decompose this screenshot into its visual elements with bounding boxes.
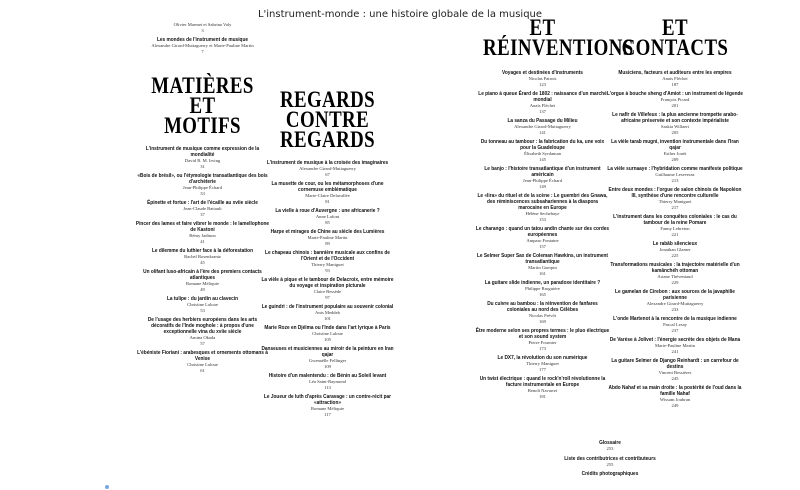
toc-entry-title: Liste des contributrices et contributeurs: [564, 455, 656, 462]
section-heading: [268, 87, 387, 152]
toc-entry-page: 213: [671, 177, 679, 183]
toc-entry: [255, 160, 400, 177]
toc-entry-page: 45: [200, 259, 205, 265]
toc-entry-author: Jean-Claude Battault: [183, 206, 222, 211]
toc-entry: [470, 91, 615, 114]
toc-entry-title: Le Selmer Super Sax de Coleman Hawkins, un instrument transatlantique: [476, 253, 609, 265]
toc-entry: [520, 471, 700, 477]
toc-entry: [255, 325, 400, 342]
toc-entry-page: 221: [671, 231, 679, 237]
toc-entry-author: Marie-Pauline Martin: [655, 343, 695, 348]
toc-entry: [255, 304, 400, 321]
toc-entry-author: Anaïs Fléchet: [529, 103, 556, 108]
toc-entry: [255, 346, 400, 369]
heading-line: RÉINVENTIONS: [483, 35, 634, 60]
toc-entry-title: Marie Roze en Djélma ou l'Inde dans l'art lyrique à Paris: [264, 325, 391, 331]
toc-entry-title: De l'usage des herbiers européens dans les arts décoratifs de l'Inde moghole : à propos d'une exceptionnelle vina du xviie siècle: [147, 317, 258, 335]
toc-entry-author: Alexandre Girard-Muttaguerry: [299, 166, 356, 171]
section-heading: [614, 15, 737, 60]
toc-entry-page: 181: [539, 393, 546, 399]
toc-entry: [470, 280, 615, 297]
toc-entry-title: La guitare Selmer de Django Reinhardt : un carrefour de destins: [611, 358, 739, 370]
intro-chapter: [130, 37, 275, 54]
section-heading: [143, 73, 262, 138]
toc-entry-title: Le charango : quand un tatou andin chante sur des cordes européennes: [475, 226, 610, 238]
toc-entry-page: 165: [539, 291, 546, 297]
toc-list: [255, 160, 400, 417]
toc-entry-author: Philippe Bruguière: [525, 286, 560, 291]
toc-entry: [130, 296, 275, 313]
toc-entry-page: 93: [325, 267, 330, 273]
toc-entry: [470, 328, 615, 351]
toc-entry-page: 137: [539, 108, 546, 114]
toc-entry-page: 61: [200, 367, 205, 373]
toc-entry: [470, 226, 615, 249]
toc-entry-page: 97: [325, 294, 330, 300]
toc-entry-title: Le nafîr de Villefeux : la plus ancienne trompette arabo-africaine préservée et son contexte impérialiste: [612, 112, 738, 124]
toc-entry-page: 145: [539, 156, 546, 162]
toc-entry-title: Le dilemme du luthier face à la déforestation: [151, 248, 254, 254]
toc-entry-title: Danseuses et musiciennes au miroir de la peinture en Iran qajar: [261, 346, 394, 358]
toc-entry-page: 57: [200, 340, 205, 346]
toc-entry-page: 201: [671, 102, 679, 108]
toc-entry-author: Nicolas Prévôt: [528, 313, 557, 318]
toc-entry-author: Thierry Maniguet: [526, 361, 559, 366]
toc-entry-author: Claire Bessède: [313, 289, 342, 294]
column-contacts: [600, 15, 750, 412]
toc-entry-page: 187: [671, 81, 679, 87]
toc-entry-page: 31: [200, 163, 205, 169]
intro-chapter-title: Les mondes de l'instrument de musique: [156, 37, 249, 43]
toc-entry: [600, 289, 750, 312]
toc-entry-title: La vièle à pique et le tambour de Delacroix, entre mémoire du voyage et inspiration picturale: [261, 277, 394, 289]
toc-entry-author: Christine Laloue: [187, 302, 218, 307]
toc-entry-title: Abdo Nahaf et sa main droite : la postérité de l'oud dans la famille Nahaf: [608, 385, 742, 397]
toc-entry-page: 49: [200, 286, 205, 292]
toc-entry-author: Marie-Pauline Martin: [307, 235, 348, 240]
toc-entry-page: 33: [200, 190, 205, 196]
toc-entry-page: 229: [671, 279, 679, 285]
toc-entry-title: L'instrument de musique comme expression de la mondialité: [145, 146, 260, 158]
toc-entry: [470, 166, 615, 189]
toc-entry-page: 85: [325, 219, 330, 225]
toc-entry: [470, 376, 615, 399]
toc-entry-author: Léa Saint-Raymond: [309, 379, 346, 384]
toc-entry-page: 245: [671, 375, 679, 381]
toc-entry: [470, 70, 615, 87]
toc-entry: [255, 394, 400, 417]
toc-entry-title: Pincer des lames et faire vibrer le monde : le lamellophone de Kastoni: [135, 221, 270, 233]
toc-entry: [255, 373, 400, 390]
toc-entry-author: Élisabeth Syrdaman: [524, 151, 561, 156]
toc-entry-author: Martin Guerpin: [528, 265, 557, 270]
toc-entry-author: Christine Laloue: [187, 362, 218, 367]
toc-entry-title: La vièle tarab mugni, invention instrumentale dans l'Iran qajar: [611, 139, 739, 151]
toc-entry-title: L'onde Martenot à la rencontre de la musique indienne: [613, 316, 737, 322]
toc-entry-author: Anis Meddeb: [315, 310, 340, 315]
toc-entry-author: Benoît Navarret: [527, 388, 558, 393]
toc-entry: [130, 269, 275, 292]
toc-entry: [600, 70, 750, 87]
toc-entry: [130, 317, 275, 346]
toc-entry-title: L'instrument de musique à la croisée des imaginaires: [266, 160, 389, 166]
toc-entry-page: 177: [539, 366, 546, 372]
toc-entry-page: 157: [539, 243, 546, 249]
toc-entry: [255, 181, 400, 204]
column-regards-contre-regards: [255, 87, 400, 421]
toc-entry-author: Amina Okada: [189, 335, 216, 340]
toc-entry-author: Romane Méliquie: [310, 406, 345, 411]
toc-entry-title: La musette de cour, ou les métamorphoses d'une cornemuse emblématique: [271, 181, 384, 193]
heading-line: REGARDS: [279, 127, 376, 152]
toc-entry-title: Un olifant luso-africain à l'ère des premiers contacts atlantiques: [143, 269, 262, 281]
toc-entry: [600, 214, 750, 237]
toc-entry-title: Crédits photographiques: [581, 471, 639, 477]
toc-entry-title: Épinette et fortue : l'art de l'écaille au xviie siècle: [147, 200, 258, 206]
toc-entry-author: Pascal Lesay: [663, 322, 687, 327]
toc-entry: [600, 241, 750, 258]
toc-entry-author: Alexandre Girard-Muttaguerry: [646, 301, 704, 306]
toc-entry: [600, 358, 750, 381]
toc-entry: [600, 316, 750, 333]
toc-entry: [470, 193, 615, 222]
heading-line: CONTRE: [285, 107, 370, 132]
toc-entry-title: Harpe et mirages de Chine au siècle des Lumières: [270, 229, 385, 235]
toc-entry-author: Christine Laloue: [312, 331, 343, 336]
toc-list: [130, 146, 275, 373]
toc-entry-author: Hélène Sechehaye: [525, 211, 560, 216]
toc-entry-title: L'instrument dans les conquêtes coloniales : le cas du tambour de la reine Pomare: [613, 214, 737, 226]
heading-line: ET: [662, 15, 688, 40]
toc-entry-title: La vielle à roue d'Auvergne : une africanerie ?: [275, 208, 380, 214]
toc-entry-title: Du tonneau au tambour : la fabrication du ka, une voix pour la Guadeloupe: [480, 139, 605, 151]
toc-entry-title: La sanza du Passage du Milieu: [507, 118, 578, 124]
page-title: L'instrument-monde : une histoire globale de la musique: [257, 9, 543, 20]
intro-chapter-page: 7: [201, 48, 204, 54]
back-matter: [520, 440, 700, 481]
toc-entry-page: 123: [539, 81, 546, 87]
toc-entry-title: Du cuivre au bambou : la réinvention de fanfares coloniales au nord des Célèbes: [487, 301, 598, 313]
toc-list: [600, 70, 750, 408]
column-reinventions: [470, 15, 634, 403]
toc-list: [470, 70, 615, 399]
toc-entry-title: L'orgue à bouche sheng d'Amiot : un instrument de légende: [606, 91, 744, 97]
toc-entry: [255, 250, 400, 273]
toc-entry-page: 149: [539, 183, 546, 189]
toc-entry-page: 237: [671, 327, 679, 333]
toc-entry-author: Ariane Théveniaud: [657, 274, 693, 279]
toc-entry-page: 241: [671, 348, 679, 354]
toc-entry-page: 117: [324, 411, 331, 417]
toc-entry: [470, 355, 615, 372]
toc-entry-author: Alexandre Girard-Muttaguerry: [514, 124, 571, 129]
toc-entry-page: 233: [671, 306, 679, 312]
toc-entry-title: Le gamelan de Cirebon : aux sources de la javaphilie parisienne: [615, 289, 735, 301]
toc-entry-author: Esther Jouët: [663, 151, 687, 156]
toc-entry-page: 53: [200, 307, 205, 313]
toc-entry: [470, 118, 615, 135]
toc-entry-author: Guillaume Leseveraz: [655, 172, 695, 177]
toc-entry-title: Le banjo : l'histoire transatlantique d'un instrument américain: [484, 166, 601, 178]
toc-entry-title: Le «lira» du rituel et de la scène : Le guembri des Gnawa, des réminiscences subsahariennes à la diaspora marocaine en Europe: [477, 193, 608, 211]
toc-entry-author: Rachel Rosenkrantz: [184, 254, 221, 259]
toc-entry-author: Wissam Joubran: [659, 397, 691, 402]
toc-entry: [600, 262, 750, 285]
toc-entry: [600, 187, 750, 210]
toc-entry-author: François Picard: [660, 97, 690, 102]
toc-entry-title: Musiciens, facteurs et auditeurs entre les empires: [618, 70, 732, 76]
toc-entry-page: 113: [324, 384, 331, 390]
section-heading: [483, 15, 634, 60]
heading-line: MATIÈRES: [151, 73, 254, 98]
toc-entry-page: 109: [324, 363, 331, 369]
toc-entry-title: L'ébéniste Fioriani : arabesques et ornements ottomans à Venise: [137, 350, 268, 362]
toc-entry-author: Rémy Jadinon: [189, 233, 216, 238]
toc-entry: [600, 112, 750, 135]
toc-entry: [130, 248, 275, 265]
toc-entry-author: Thierry Maniguet: [658, 199, 692, 204]
toc-entry-title: Glossaire: [599, 440, 621, 446]
toc-entry: [600, 91, 750, 108]
toc-entry-title: Être moderne selon ses propres termes : le pluo électrique et son sound system: [475, 328, 610, 340]
toc-entry: [255, 229, 400, 246]
intro-page: 3: [201, 27, 204, 33]
toc-entry: [600, 139, 750, 162]
toc-entry: [600, 337, 750, 354]
intro-chapter-authors: Alexandre Girard-Muttaguerry et Marie-Pauline Martin: [151, 43, 254, 48]
toc-entry-title: Le guindri : de l'instrument populaire au souvenir colonial: [261, 304, 394, 310]
toc-entry-page: 209: [671, 156, 679, 162]
toc-entry: [130, 350, 275, 373]
scroll-indicator-dot: [105, 485, 109, 489]
toc-entry-title: Histoire d'un malentendu : de Bénin au Soleil levant: [268, 373, 387, 379]
toc-entry-page: 169: [539, 318, 546, 324]
toc-entry-title: La guitare slide indienne, un paradoxe identitaire ?: [484, 280, 601, 286]
toc-entry-page: 161: [539, 270, 546, 276]
toc-list: [520, 440, 700, 477]
heading-line: MOTIFS: [164, 113, 241, 138]
toc-entry-title: Le piano à queue Érard de 1802 : naissance d'un marché mondial: [478, 91, 607, 103]
toc-entry-title: Le rabâb silencieux: [652, 241, 698, 247]
toc-entry: [255, 208, 400, 225]
toc-entry-title: Le Joueur de luth d'après Caravage : un contre-récit par «attraction»: [263, 394, 392, 406]
intro-block: [130, 22, 275, 33]
toc-entry-page: 141: [539, 129, 546, 135]
toc-entry-author: David R. M. Irving: [184, 158, 221, 163]
toc-entry-title: De Varèse à Jolivet : l'énergie secrète des objets de Mana: [609, 337, 741, 343]
toc-entry-page: 89: [325, 240, 330, 246]
toc-entry-page: 153: [539, 216, 546, 222]
toc-entry: [130, 221, 275, 244]
toc-entry-author: Nicolas Patrois: [528, 76, 557, 81]
toc-entry-author: Fanny Lebreton: [660, 226, 690, 231]
toc-entry: [600, 166, 750, 183]
column-matieres-et-motifs: [130, 22, 275, 377]
toc-entry-author: Jonathan Glamer: [659, 247, 691, 252]
toc-entry-page: 105: [324, 336, 331, 342]
toc-entry-title: La vièle surnaaye : l'hybridation comme manifeste politique: [607, 166, 743, 172]
toc-entry: [470, 301, 615, 324]
toc-entry-page: 41: [200, 238, 205, 244]
toc-entry-title: «Bois de brésil», ou l'étymologie transatlantique des bois d'archèterie: [137, 173, 268, 185]
heading-line: CONTACTS: [621, 35, 729, 60]
toc-entry-title: Entre deux mondes : l'orgue de salon chinois de Napoléon III, synthèse d'une rencontre culturelle: [608, 187, 742, 199]
toc-entry: [255, 277, 400, 300]
toc-entry-page: 217: [671, 204, 679, 210]
toc-entry: [600, 385, 750, 408]
toc-entry-author: Saskia Willaert: [661, 124, 689, 129]
toc-entry: [520, 456, 700, 468]
toc-entry-page: 205: [671, 129, 679, 135]
toc-entry-title: Le chapeau chinois : bannière musicale aux confins de l'Orient et de l'Occident: [265, 250, 390, 262]
heading-line: ET: [529, 15, 556, 40]
toc-entry-page: 249: [671, 402, 679, 408]
toc-entry-page: 225: [671, 252, 679, 258]
toc-entry-page: 253: [606, 446, 614, 451]
heading-line: REGARDS: [279, 87, 376, 112]
toc-entry: [130, 200, 275, 217]
toc-entry: [470, 139, 615, 162]
toc-entry-author: Vincent Bessières: [658, 370, 692, 375]
toc-entry: [470, 253, 615, 276]
toc-entry-title: La tulipe : du jardin au clavecin: [166, 296, 239, 302]
toc-entry-author: Thierry Maniguet: [311, 262, 344, 267]
toc-entry-title: Le DX7, la révolution du son numérique: [497, 355, 588, 361]
toc-entry-author: Jean-Philippe Échard: [522, 178, 563, 183]
toc-entry-page: 67: [325, 171, 330, 177]
heading-line: ET: [189, 93, 216, 118]
toc-entry: [520, 440, 700, 452]
toc-entry-author: Romane Méliquie: [185, 281, 220, 286]
toc-entry-page: 255: [606, 461, 614, 467]
toc-entry-title: Un twist électrique : quand le rock'n'roll révolutionne la facture instrumentale en Europe: [479, 376, 606, 388]
toc-entry-author: Gwenaëlle Fellinger: [308, 358, 347, 363]
toc-entry-author: Pierre Fournier: [528, 340, 557, 345]
intro-authors: Olivier Marmet et Sabrina Valy: [173, 22, 232, 27]
toc-entry-page: 173: [539, 345, 546, 351]
toc-entry-title: Transformations musicales : la trajectoire matérielle d'un kamânchéh ottoman: [610, 262, 740, 274]
toc-entry-author: Jean-Philippe Échard: [182, 185, 223, 190]
toc-entry-page: 81: [325, 198, 330, 204]
toc-entry-author: Marie-Claire Delavallée: [305, 193, 350, 198]
toc-entry-title: Voyages et destinées d'instruments: [502, 70, 583, 76]
toc-entry-author: Anaïs Fléchet: [662, 76, 688, 81]
toc-entry-page: 37: [200, 211, 205, 217]
toc-entry: [130, 173, 275, 196]
toc-entry-author: Amparo Fontaine: [526, 238, 559, 243]
toc-entry-author: Anne Lafont: [315, 214, 340, 219]
toc-entry-page: 101: [324, 315, 331, 321]
toc-entry: [130, 146, 275, 169]
